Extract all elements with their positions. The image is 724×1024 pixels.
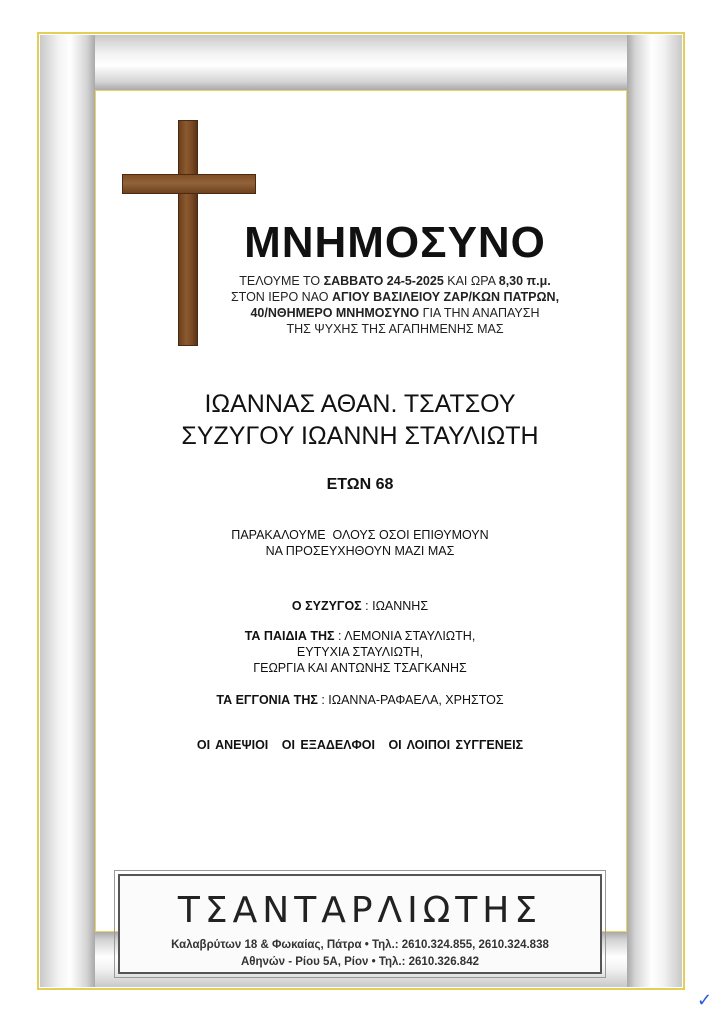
relatives-nephews: ΟΙ ΑΝΕΨΙΟΙ [196,738,269,752]
church-name: ΑΓΙΟΥ ΒΑΣΙΛΕΙΟΥ ΖΑΡ/ΚΩΝ ΠΑΤΡΩΝ, [331,290,560,304]
invitation [130,527,590,559]
relatives-cousins: ΟΙ ΕΞΑΔΕΛΦΟΙ [281,738,375,752]
memorial-type: 40/ΝΘΗΜΕΡΟ ΜΝΗΜΟΣΥΝΟ [250,306,420,320]
deceased-age: ΕΤΩΝ 68 [326,476,394,493]
invitation-line-1: ΠΑΡΑΚΑΛΟΥΜΕ ΟΛΟΥΣ ΟΣΟΙ ΕΠΙΘΥΜΟΥΝ [231,528,489,542]
notice-title: ΜΝΗΜΟΣΥΝΟ [244,218,546,267]
cross-icon-vertical [178,120,198,346]
checkmark-icon: ✓ [697,990,713,1010]
service-line-1 [200,273,590,289]
service-time: 8,30 π.μ. [498,274,551,288]
children-line-3: ΓΕΩΡΓΙΑ ΚΑΙ ΑΝΤΩΝΗΣ ΤΣΑΓΚΑΝΗΣ [253,661,467,675]
children-line-1 [130,628,590,644]
funeral-home-advert [118,874,602,974]
grandchildren-value: : ΙΩΑΝΝΑ-ΡΑΦΑΕΛΑ, ΧΡΗΣΤΟΣ [317,693,504,707]
relatives-others: ΟΙ ΛΟΙΠΟΙ ΣΥΓΓΕΝΕΙΣ [388,738,524,752]
service-line-3 [200,305,590,321]
frame-top [40,35,682,90]
service-text: ΓΙΑ ΤΗΝ ΑΝΑΠΑΥΣΗ [419,306,540,320]
deceased-name [130,388,590,452]
service-text: ΤΕΛΟΥΜΕ ΤΟ [239,274,324,288]
grandchildren-label: ΤΑ ΕΓΓΟΝΙΑ ΤΗΣ [216,693,318,707]
service-line-4: ΤΗΣ ΨΥΧΗΣ ΤΗΣ ΑΓΑΠΗΜΕΝΗΣ ΜΑΣ [286,322,504,336]
deceased-name-line-1: ΙΩΑΝΝΑΣ ΑΘΑΝ. ΤΣΑΤΣΟΥ [204,390,516,418]
service-text: ΣΤΟΝ ΙΕΡΟ ΝΑΟ [230,290,332,304]
notice-panel [95,90,627,932]
service-details [200,273,590,337]
spouse-label: Ο ΣΥΖΥΓΟΣ [291,599,362,613]
children-line-2: ΕΥΤΥΧΙΑ ΣΤΑΥΛΙΩΤΗ, [296,645,424,659]
deceased-name-line-2: ΣΥΖΥΓΟΥ ΙΩΑΝΝΗ ΣΤΑΥΛΙΩΤΗ [181,422,539,450]
children-value: : ΛΕΜΟΝΙΑ ΣΤΑΥΛΙΩΤΗ, [334,629,476,643]
service-line-2 [200,289,590,305]
children-label: ΤΑ ΠΑΙΔΙΑ ΤΗΣ [244,629,335,643]
service-text: ΚΑΙ ΩΡΑ [443,274,499,288]
service-date: ΣΑΒΒΑΤΟ 24-5-2025 [323,274,444,288]
family-grandchildren [130,692,590,708]
frame-right [627,35,682,987]
family-spouse [130,598,590,614]
invitation-line-2: ΝΑ ΠΡΟΣΕΥΧΗΘΟΥΝ ΜΑΖΙ ΜΑΣ [265,544,455,558]
frame-left [40,35,95,987]
family-children [130,628,590,676]
cross-icon-horizontal [122,174,256,194]
advert-address-1: Καλαβρύτων 18 & Φωκαίας, Πάτρα • Τηλ.: 2610.324.855, 2610.324.838 [171,939,549,951]
funeral-home-logo: ΤΣΑΝΤΑΡΛΙΩΤΗΣ [177,890,543,931]
relatives-line [130,738,590,752]
spouse-value: : ΙΩΑΝΝΗΣ [361,599,429,613]
advert-address-2: Αθηνών - Ρίου 5Α, Ρίον • Τηλ.: 2610.326.842 [240,956,479,968]
